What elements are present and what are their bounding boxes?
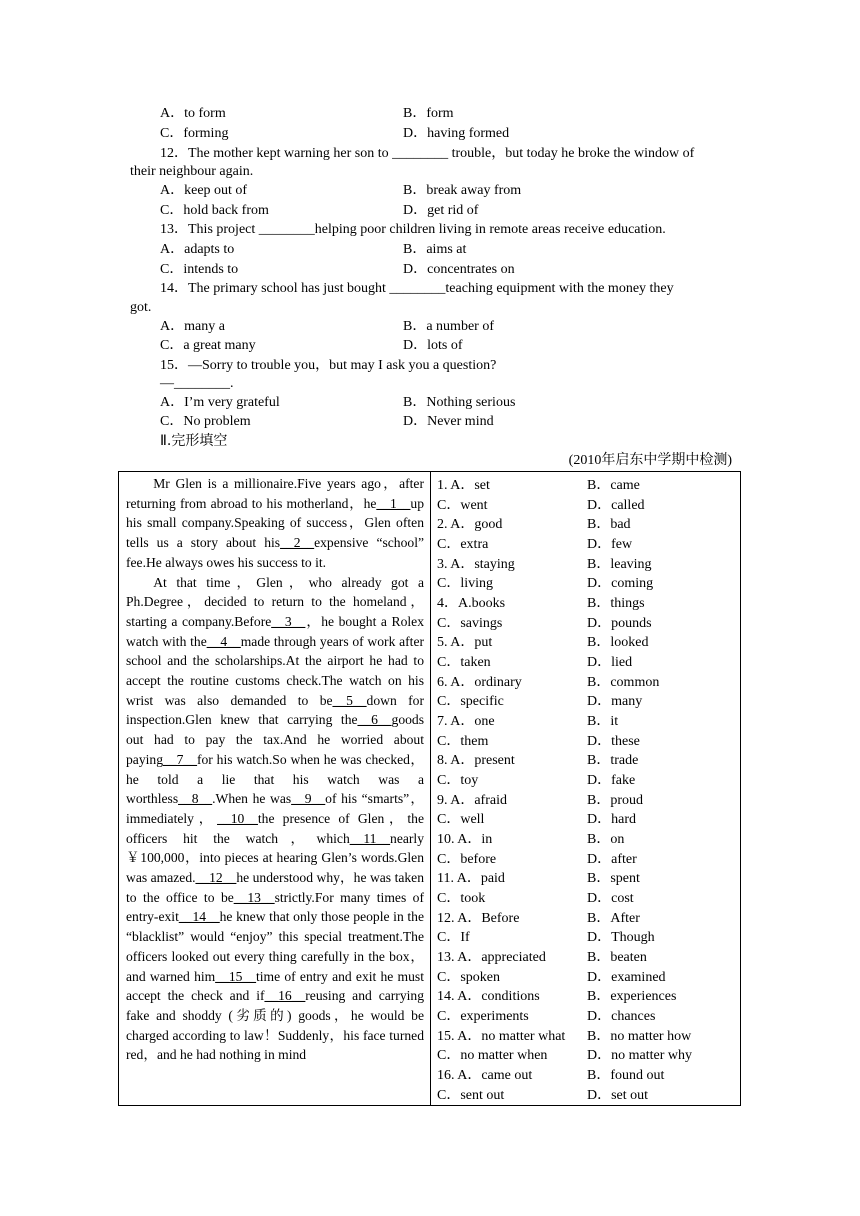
- option-right: B．experiences: [587, 989, 677, 1004]
- passage-text: Mr Glen is a millionaire.Five years ago，after returning from abroad to his motherland，he: [126, 476, 424, 511]
- passage-text: strictly.For many times of entry-exit: [126, 889, 424, 925]
- option-right: B．leaving: [587, 557, 652, 572]
- passage-text: made through years of work after school and the scholarships.At the airport he had to accept the routine customs check.The watch on his wrist was also demanded to be: [126, 633, 425, 708]
- blank-9: __9__: [291, 791, 326, 807]
- q11-option-d: D．having formed: [403, 126, 510, 141]
- passage-cell: [119, 472, 431, 1105]
- q14-option-d: D．lots of: [403, 338, 463, 353]
- option-right: B．no matter how: [587, 1029, 692, 1044]
- q12-option-b: B．break away from: [403, 183, 522, 198]
- option-left: C．spoken: [437, 970, 500, 985]
- passage-text: expensive “school” fee.He always owes his success to it.: [126, 535, 425, 570]
- option-right: B．came: [587, 478, 640, 493]
- option-left: 10. A．in: [437, 832, 493, 847]
- blank-16: __16__: [264, 988, 306, 1004]
- blank-12: __12__: [195, 870, 237, 886]
- cloze-passage: [119, 472, 430, 1065]
- option-left: C．If: [437, 930, 470, 945]
- q11-option-a: A．to form: [160, 106, 226, 121]
- option-left: 5. A．put: [437, 635, 493, 650]
- option-left: C．them: [437, 734, 489, 749]
- passage-text: time of entry and exit he must accept the check and if: [126, 968, 424, 1004]
- option-right: B．trade: [587, 753, 639, 768]
- passage-text: the presence of Glen，the officers hit the watch，which: [126, 810, 425, 846]
- q13-option-a: A．adapts to: [160, 242, 235, 257]
- option-left: 13. A．appreciated: [437, 950, 546, 965]
- option-left: 8. A．present: [437, 753, 515, 768]
- q14-stem: 14．The primary school has just bought ________teaching equipment with the money they: [160, 281, 674, 296]
- option-right: D．no matter why: [587, 1048, 692, 1063]
- option-right: D．cost: [587, 891, 634, 906]
- option-left: 6. A．ordinary: [437, 675, 522, 690]
- option-left: C．well: [437, 812, 485, 827]
- option-left: 1. A．set: [437, 478, 490, 493]
- blank-13: __13__: [233, 889, 275, 905]
- option-left: C．specific: [437, 694, 504, 709]
- option-left: 2. A．good: [437, 517, 503, 532]
- passage-paragraph: [126, 474, 424, 573]
- option-left: 11. A．paid: [437, 871, 505, 886]
- option-left: 12. A．Before: [437, 911, 520, 926]
- blank-2: __2__: [280, 535, 315, 551]
- option-right: D．many: [587, 694, 643, 709]
- blank-8: __8__: [178, 791, 213, 807]
- blank-11: __11__: [349, 830, 391, 846]
- q14-option-c: C．a great many: [160, 338, 256, 353]
- option-left: 9. A．afraid: [437, 793, 507, 808]
- option-right: B．proud: [587, 793, 643, 808]
- q15-stem-cont: —________.: [160, 376, 234, 391]
- option-right: D．pounds: [587, 616, 652, 631]
- blank-3: __3__: [271, 613, 306, 629]
- blank-5: __5__: [332, 692, 367, 708]
- blank-7: __7__: [163, 751, 197, 767]
- option-left: C．savings: [437, 616, 503, 631]
- passage-text: .When he was: [212, 791, 292, 807]
- option-right: D．hard: [587, 812, 636, 827]
- blank-1: __1__: [376, 495, 411, 511]
- option-left: 16. A．came out: [437, 1068, 533, 1083]
- option-right: B．bad: [587, 517, 631, 532]
- q15-option-c: C．No problem: [160, 414, 251, 429]
- source-note: (2010年启东中学期中检测): [568, 453, 732, 468]
- passage-text: goods out had to pay the tax.And he worried about paying: [126, 712, 424, 767]
- passage-text: down for inspection.Glen knew that carrying the: [126, 692, 424, 728]
- option-left: 7. A．one: [437, 714, 495, 729]
- option-left: C．taken: [437, 655, 491, 670]
- option-right: D．examined: [587, 970, 666, 985]
- blank-14: __14__: [178, 909, 220, 925]
- option-right: B．things: [587, 596, 645, 611]
- option-left: 15. A．no matter what: [437, 1029, 566, 1044]
- option-right: B．spent: [587, 871, 640, 886]
- option-right: D．coming: [587, 576, 654, 591]
- option-left: C．living: [437, 576, 494, 591]
- option-left: C．toy: [437, 773, 479, 788]
- option-left: C．went: [437, 498, 488, 513]
- q13-option-b: B．aims at: [403, 242, 467, 257]
- q11-option-c: C．forming: [160, 126, 229, 141]
- option-right: D．chances: [587, 1009, 656, 1024]
- passage-text: for his watch.So when he was checked，he told a lie that his watch was a worthless: [126, 751, 424, 807]
- q14-option-b: B．a number of: [403, 319, 494, 334]
- q12-option-c: C．hold back from: [160, 203, 269, 218]
- passage-text: of his “smarts”，immediately，: [126, 791, 425, 826]
- option-right: B．common: [587, 675, 660, 690]
- passage-text: At that time，Glen，who already got a Ph.Degree，decided to return to the homeland，starting a company.Before: [126, 574, 424, 629]
- passage-text: ，he bought a Rolex watch with the: [126, 613, 424, 649]
- option-right: B．looked: [587, 635, 649, 650]
- q12-option-a: A．keep out of: [160, 183, 248, 198]
- passage-text: nearly ￥100,000，into pieces at hearing Glen’s words.Glen was amazed.: [126, 830, 424, 886]
- option-left: C．experiments: [437, 1009, 529, 1024]
- option-right: B．on: [587, 832, 625, 847]
- option-right: D．lied: [587, 655, 633, 670]
- blank-6: __6__: [357, 712, 392, 728]
- option-left: 4．A.books: [437, 596, 506, 611]
- option-right: D．Though: [587, 930, 655, 945]
- option-right: B．After: [587, 911, 640, 926]
- option-left: C．extra: [437, 537, 489, 552]
- option-left: C．sent out: [437, 1088, 505, 1103]
- blank-4: __4__: [206, 633, 241, 649]
- options-cell: [431, 472, 740, 1105]
- cloze-table: [118, 471, 741, 1106]
- option-left: C．before: [437, 852, 497, 867]
- option-right: D．these: [587, 734, 640, 749]
- passage-text: reusing and carrying fake and shoddy (劣质的) goods，he would be charged according to law！Suddenly，his face turned red，and he had nothing in mind: [126, 988, 424, 1063]
- passage-text: up his small company.Speaking of success，Glen often tells us a story about his: [126, 495, 424, 551]
- option-right: B．it: [587, 714, 619, 729]
- q12-stem: 12．The mother kept warning her son to ________ trouble，but today he broke the window of: [160, 146, 695, 161]
- q12-option-d: D．get rid of: [403, 203, 479, 218]
- q15-option-d: D．Never mind: [403, 414, 494, 429]
- option-right: B．found out: [587, 1068, 665, 1083]
- q15-stem: 15．—Sorry to trouble you，but may I ask you a question?: [160, 358, 497, 373]
- section-title: Ⅱ.完形填空: [160, 433, 228, 449]
- option-right: D．fake: [587, 773, 636, 788]
- passage-paragraph: [126, 573, 424, 1066]
- q14-stem-cont: got.: [130, 300, 152, 315]
- q12-stem-cont: their neighbour again.: [130, 164, 254, 179]
- option-right: D．after: [587, 852, 637, 867]
- passage-text: he understood why，he was taken to the office to be: [126, 870, 425, 905]
- option-left: 14. A．conditions: [437, 989, 540, 1004]
- option-right: D．called: [587, 498, 645, 513]
- blank-10: __10__: [217, 810, 258, 826]
- q13-stem: 13．This project ________helping poor children living in remote areas receive education.: [160, 222, 666, 237]
- option-left: C．took: [437, 891, 486, 906]
- passage-text: he knew that only those people in the “blacklist” would “enjoy” this special treatment.The officers looked out every thing carefully in the box，and warned him: [126, 909, 424, 984]
- blank-15: __15__: [215, 968, 256, 984]
- q14-option-a: A．many a: [160, 319, 225, 334]
- q15-option-b: B．Nothing serious: [403, 395, 516, 410]
- q13-option-d: D．concentrates on: [403, 262, 515, 277]
- q11-option-b: B．form: [403, 106, 454, 121]
- q15-option-a: A．I’m very grateful: [160, 395, 280, 410]
- option-right: D．set out: [587, 1088, 649, 1103]
- option-left: 3. A．staying: [437, 557, 515, 572]
- q13-option-c: C．intends to: [160, 262, 239, 277]
- option-left: C．no matter when: [437, 1048, 548, 1063]
- option-right: D．few: [587, 537, 633, 552]
- option-right: B．beaten: [587, 950, 647, 965]
